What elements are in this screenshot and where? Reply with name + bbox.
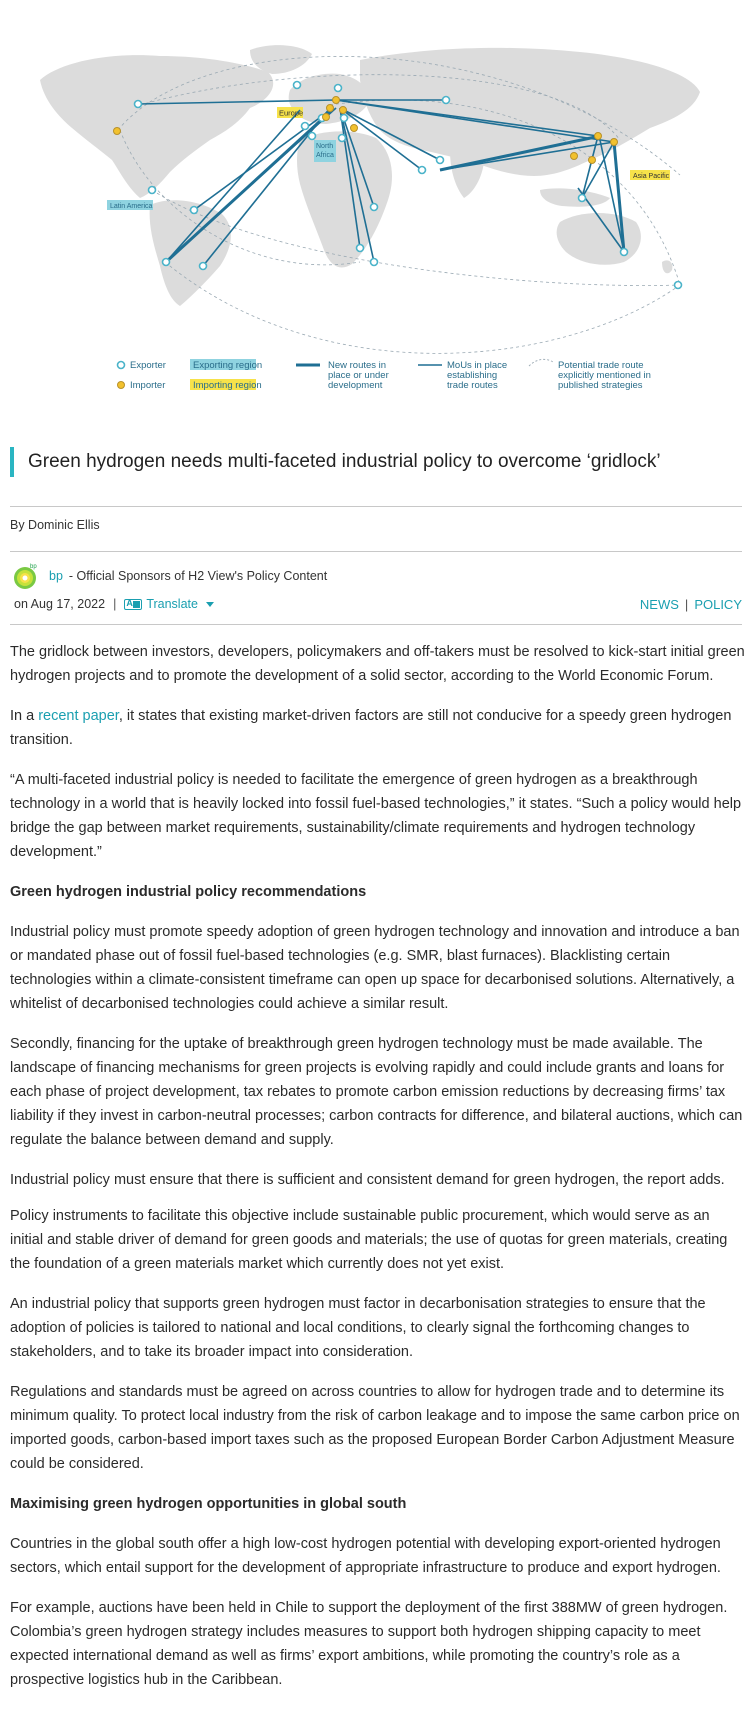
paragraph: Regulations and standards must be agreed on across countries to allow for hydrogen trade and to determine its minimum quality. To protect local industry from the risk of carbon leakage and to impose the same carbon price on imported goods, carbon-based import taxes such as the proposed European Border Carbon Adjustment Measure could be considered. [10, 1384, 740, 1472]
legend-exporter: Exporter [130, 360, 166, 371]
africa-land [297, 131, 392, 267]
publish-date: on Aug 17, 2022 [14, 597, 106, 611]
divider [10, 551, 742, 552]
paragraph-text: In a [10, 708, 39, 724]
bp-logo-icon[interactable] [10, 562, 38, 590]
sponsor-row [10, 563, 327, 589]
legend-potential-1: Potential trade route [558, 360, 644, 371]
map-legend [118, 359, 651, 391]
legend-mous-3: trade routes [447, 380, 498, 391]
india-land [450, 150, 484, 199]
legend-importing-region: Importing region [193, 380, 262, 391]
legend-mous-1: MoUs in place [447, 360, 508, 371]
paragraph [10, 704, 745, 752]
meta-row [14, 595, 742, 613]
legend-new-routes-3: development [328, 380, 383, 391]
south-america [150, 200, 231, 306]
legend-mous-2: establishing [447, 370, 498, 381]
tag-news[interactable]: NEWS [639, 596, 679, 612]
translate-icon [124, 599, 142, 610]
paragraph: Industrial policy must promote speedy adoption of green hydrogen technology and innovation and introduce a ban or mandated phase out of fossil fuel-based technologies (e.g. SMR, blast furnaces). Blacklisting certain technologies within a climate-consistent timeframe can open up space for decarbonised solutions. Alternatively, a whitelist of decarbonised technologies could achieve a similar result. [10, 924, 740, 1012]
legend-potential-line [529, 359, 553, 366]
headline-block [10, 447, 742, 477]
divider [10, 506, 742, 507]
paragraph: The gridlock between investors, developers, policymakers and off-takers must be resolved to kick-start initial green hydrogen projects and to promote the development of a solid sector, according to the World Economic Forum. [10, 644, 745, 684]
trade-routes-map [0, 0, 753, 400]
legend-new-routes-2: place or under [328, 370, 389, 381]
sponsor-link[interactable]: bp [49, 569, 63, 583]
recent-paper-link[interactable]: recent paper [38, 708, 119, 724]
sponsor-text: - Official Sponsors of H2 View's Policy Content [68, 569, 328, 583]
translate-label: Translate [146, 597, 198, 611]
paragraph-text: , it states that existing market-driven factors are still not conducive for a speedy green hydrogen transition. [10, 708, 732, 748]
article-headline: Green hydrogen needs multi-faceted industrial policy to overcome ‘gridlock’ [28, 451, 661, 472]
north-africa-label-2: Africa [316, 152, 334, 159]
translate-button[interactable] [124, 597, 214, 611]
legend-importer-icon [118, 382, 125, 389]
paragraph: “A multi-faceted industrial policy is needed to facilitate the emergence of green hydrogen as a breakthrough technology in a world that is heavily locked into fossil fuel-based technologies,” it states. “Such a policy would help bridge the gap between market requirements, sustainability/climate requirements and hydrogen technology development.” [10, 772, 742, 860]
legend-importer: Importer [130, 380, 166, 391]
europe-label: Europe [279, 108, 304, 118]
meta-separator: | [113, 597, 117, 611]
legend-exporter-icon [118, 362, 125, 369]
article-body [10, 640, 745, 1708]
byline: By Dominic Ellis [10, 518, 100, 532]
tag-policy[interactable]: POLICY [694, 596, 742, 612]
new-zealand-land [662, 260, 672, 273]
legend-potential-3: published strategies [558, 380, 643, 391]
paragraph: Countries in the global south offer a high low-cost hydrogen potential with developing export-oriented hydrogen sectors, which entail support for the development of appropriate infrastructure to produce and export hydrogen. [10, 1536, 721, 1576]
chevron-down-icon [206, 602, 214, 607]
paragraph: Industrial policy must ensure that there is sufficient and consistent demand for green hydrogen, the report adds. [10, 1172, 725, 1188]
world-map-graphic [0, 0, 753, 400]
article-tags [640, 597, 742, 612]
legend-exporting-region: Exporting region [193, 360, 263, 371]
indonesia-land [540, 188, 610, 206]
australia-land [557, 213, 641, 265]
paragraph: Secondly, financing for the uptake of breakthrough green hydrogen technology must be made available. The landscape of financing mechanisms for green projects is evolving rapidly and could include grants and loans for each phase of project development, tax rebates to promote carbon emission reductions by decreasing firms’ tax liability if they invest in carbon-neutral processes; carbon contracts for difference, and bilateral auctions, which can regulate the balance between demand and supply. [10, 1036, 743, 1148]
north-africa-label-1: North [316, 143, 334, 150]
paragraph: An industrial policy that supports green hydrogen must factor in decarbonisation strategies to ensure that the adoption of policies is tailored to national and local conditions, to clearly signal the forthcoming changes to stakeholders, and to take its broader impact into consideration. [10, 1296, 706, 1360]
paragraph: Policy instruments to facilitate this objective include sustainable public procurement, which would serve as an initial and stable driver of demand for green goods and materials; the use of quotas for green materials, creating the foundation of a green materials market which currently does not yet exist. [10, 1208, 728, 1272]
section-heading: Maximising green hydrogen opportunities in global south [10, 1496, 407, 1512]
section-heading: Green hydrogen industrial policy recommendations [10, 884, 367, 900]
continents [40, 45, 700, 306]
svg-text:bp: bp [30, 564, 37, 570]
divider [10, 624, 742, 625]
legend-new-routes-1: New routes in [328, 360, 387, 371]
asia-pacific-label: Asia Pacific [633, 173, 670, 180]
paragraph: For example, auctions have been held in Chile to support the deployment of the first 388MW of green hydrogen. Colombia’s green hydrogen strategy includes measures to support both hydrogen shipping capacity to meet expected international demand as well as firms’ export ambitions, while promoting the country’s role as a prospective logistics hub in the Caribbean. [10, 1600, 728, 1688]
latin-america-label: Latin America [110, 203, 153, 210]
tag-separator: | [684, 596, 689, 612]
legend-potential-2: explicitly mentioned in [558, 370, 651, 381]
